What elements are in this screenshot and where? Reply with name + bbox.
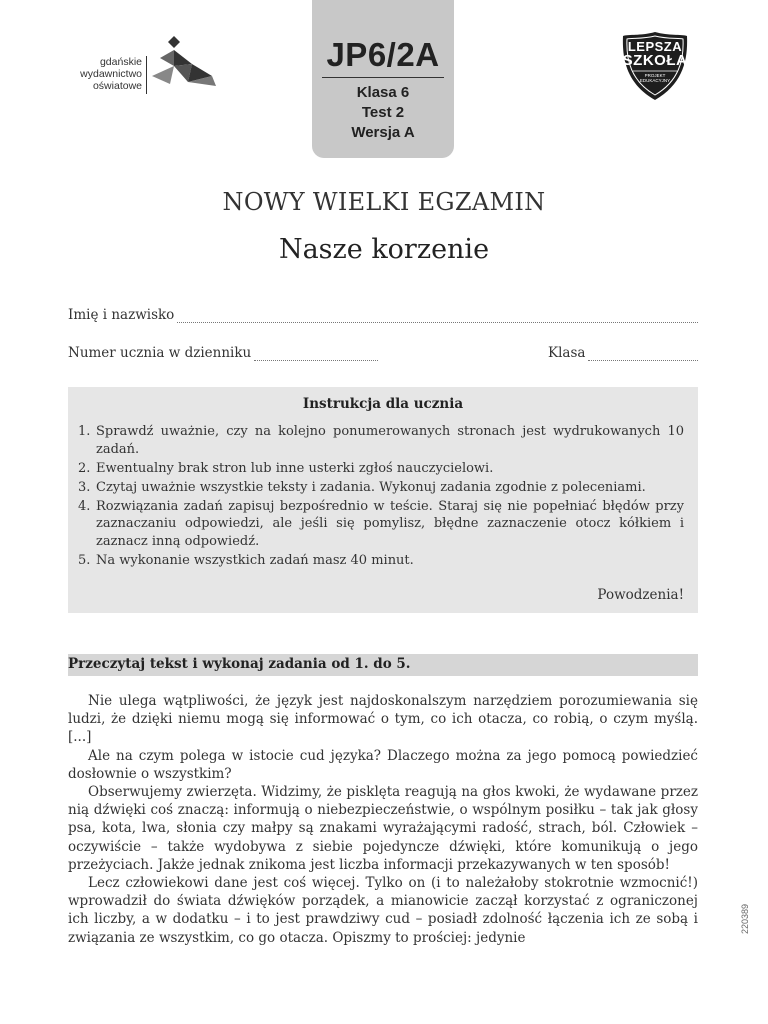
passage-paragraph: Obserwujemy zwierzęta. Widzimy, że pisklęta reagują na głos kwoki, że wydawane przez nią dźwięki coś znaczą: informują o niebezpieczeństwie, o wspólnym posiłku – tak jak głosy psa, kota, lwa, słonia czy małpy są znakami wyrażającymi radość, strach, ból. Człowiek – oczywiście – także wydobywa z siebie pojedyncze dźwięki, które komunikują o jego przeżyciach. Jakże jednak znikoma jest liczba informacji przekazywanych w ten sposób! (68, 784, 698, 873)
instruction-item: 3. Czytaj uważnie wszystkie teksty i zadania. Wykonuj zadania zgodnie z poleceniami. (78, 479, 646, 495)
test-code-rule (322, 77, 444, 78)
student-number-label: Numer ucznia w dzienniku (68, 345, 252, 361)
instruction-item: 4. Rozwiązania zadań zapisuj bezpośrednio w teście. Staraj się nie popełniać błędów przy zaznaczaniu odpowiedzi, ale jeśli się pomylisz, błędne zaznaczenie otocz kółkiem i zaznacz inną odpowiedź. (78, 498, 684, 549)
test-code-tab (312, 0, 454, 158)
task-heading-bar (68, 654, 698, 676)
badge-line-3: PROJEKT EDUKACYJNY (639, 73, 671, 83)
name-label: Imię i nazwisko (68, 307, 175, 323)
passage-paragraph: Ale na czym polega w istocie cud języka? Dlaczego można za jego pomocą powiedzieć dosłownie o wszystkim? (68, 747, 698, 782)
name-dots[interactable] (177, 310, 698, 323)
test-code: JP6/2A (326, 36, 440, 73)
class-label: Klasa 6 (356, 84, 410, 101)
series-title: NOWY WIELKI EGZAMIN (222, 188, 546, 216)
publisher-divider (146, 56, 147, 94)
badge-line-2: SZKOŁA (622, 52, 688, 69)
lepsza-szkola-badge (621, 30, 689, 102)
reading-passage (68, 692, 698, 947)
passage-paragraph: Nie ulega wątpliwości, że język jest najdoskonalszym narzędziem porozumiewania się ludzi, że dzięki niemu mogą się informować o tym, co ich otacza, co robią, o czym myślą. [...] (68, 693, 698, 746)
instructions-box (68, 387, 698, 613)
student-number-dots[interactable] (254, 348, 378, 361)
class-dots[interactable] (588, 348, 698, 361)
class-field[interactable] (548, 345, 698, 361)
good-luck-text: Powodzenia! (597, 587, 684, 603)
publisher-logo (70, 36, 230, 100)
test-label: Test 2 (361, 104, 405, 121)
side-code: 220389 (740, 903, 750, 934)
student-number-field[interactable] (68, 345, 378, 361)
instruction-item: 1. Sprawdź uważnie, czy na kolejno ponumerowanych stronach jest wydrukowanych 10 zadań. (78, 424, 684, 457)
badge-line-1: LEPSZA (627, 39, 683, 54)
instructions-list (78, 423, 684, 571)
instruction-item: 5. Na wykonanie wszystkich zadań masz 40 minut. (78, 552, 414, 568)
class-field-label: Klasa (548, 345, 586, 361)
name-field[interactable] (68, 307, 698, 323)
passage-paragraph: Lecz człowiekowi dane jest coś więcej. Tylko on (i to należałoby stokrotnie wzmocnić!) wprowadził do świata dźwięków porządek, a mianowicie zaczął korzystać z ograniczonej ich liczby, a w dodatku – i to jest prawdziwy cud – posiadł zdolność łączenia ich ze sobą i związania ze wszystkim, co go otacza. Opiszmy to prościej: jedynie (68, 875, 698, 946)
task-heading: Przeczytaj tekst i wykonaj zadania od 1. do 5. (68, 656, 411, 672)
instructions-heading: Instrukcja dla ucznia (302, 396, 464, 412)
page-title: Nasze korzenie (278, 234, 490, 265)
tangram-icon (152, 36, 218, 88)
version-label: Wersja A (351, 124, 415, 141)
publisher-name: gdańskie wydawnictwo oświatowe (80, 56, 142, 92)
instruction-item: 2. Ewentualny brak stron lub inne usterki zgłoś nauczycielowi. (78, 460, 494, 476)
